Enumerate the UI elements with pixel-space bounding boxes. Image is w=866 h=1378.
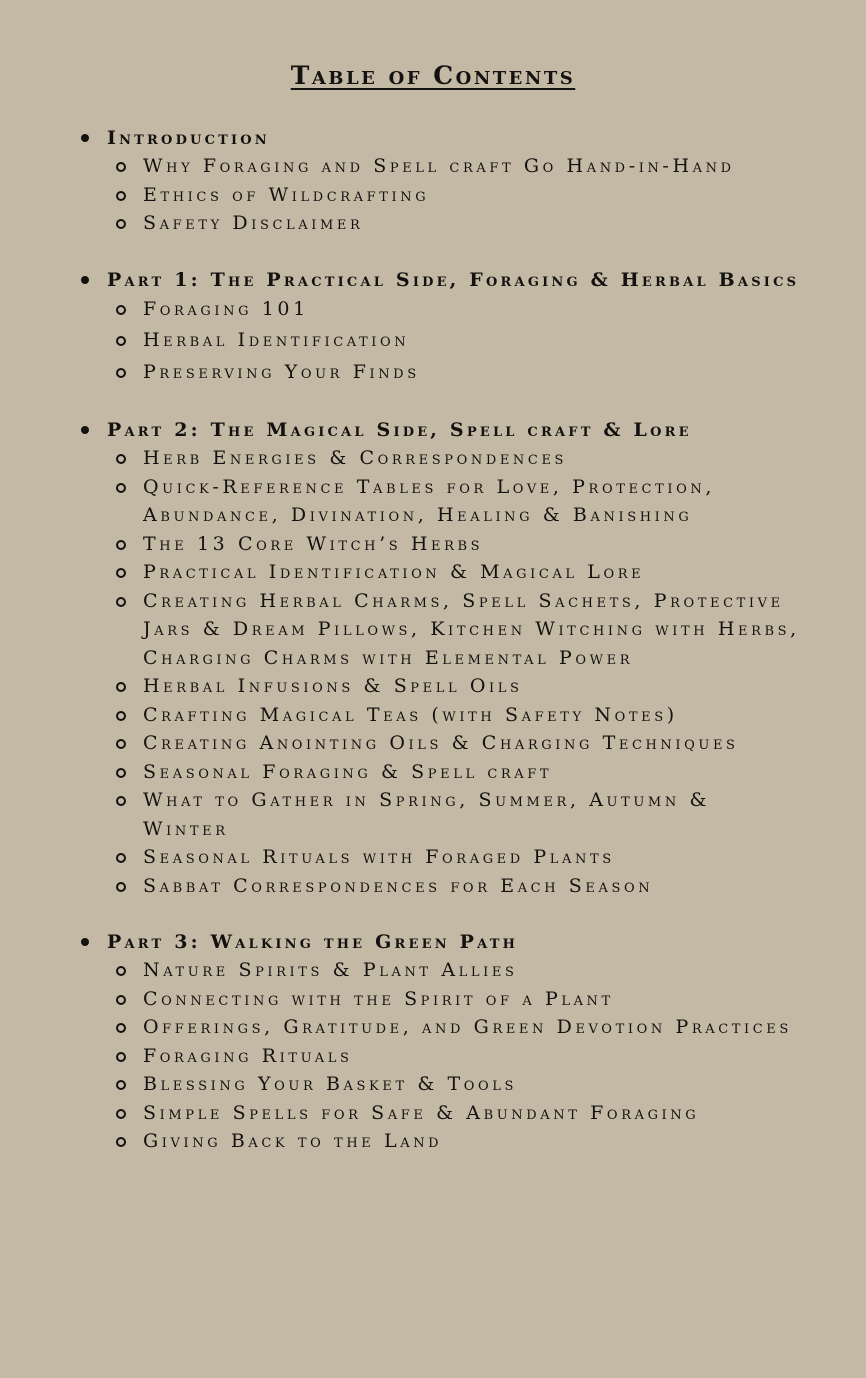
toc-item: Creating Herbal Charms, Spell Sachets, Protective Jars & Dream Pillows, Kitchen Witching with Herbs, Charging Charms with Elemental Power <box>107 587 800 673</box>
toc-item: Sabbat Correspondences for Each Season <box>107 872 800 901</box>
toc-item: Crafting Magical Teas (with Safety Notes) <box>107 701 800 730</box>
section-items <box>107 294 800 389</box>
toc-item: Offerings, Gratitude, and Green Devotion Practices <box>107 1013 800 1042</box>
toc-item: Foraging 101 <box>107 294 800 326</box>
section-items <box>107 152 800 238</box>
toc-item: Blessing Your Basket & Tools <box>107 1070 800 1099</box>
section-heading: Part 2: The Magical Side, Spell craft & Lore <box>107 419 692 441</box>
toc-section-part-2 <box>78 416 800 900</box>
toc-item: Herbal Infusions & Spell Oils <box>107 672 800 701</box>
toc-section-part-3 <box>78 928 800 1156</box>
section-heading: Part 3: Walking the Green Path <box>107 931 519 953</box>
toc-item: Quick-Reference Tables for Love, Protection, Abundance, Divination, Healing & Banishing <box>107 473 800 530</box>
toc-item: Practical Identification & Magical Lore <box>107 558 800 587</box>
section-heading: Introduction <box>107 127 270 149</box>
toc-section-introduction <box>78 124 800 238</box>
toc-item: Why Foraging and Spell craft Go Hand-in-Hand <box>107 152 800 181</box>
toc-item: Nature Spirits & Plant Allies <box>107 956 800 985</box>
toc-item: Connecting with the Spirit of a Plant <box>107 985 800 1014</box>
toc-item: Herbal Identification <box>107 325 800 357</box>
toc-item: Seasonal Rituals with Foraged Plants <box>107 843 800 872</box>
toc-item: Giving Back to the Land <box>107 1127 800 1156</box>
toc-section-part-1 <box>78 266 800 389</box>
section-heading: Part 1: The Practical Side, Foraging & Herbal Basics <box>107 268 800 291</box>
page-title: Table of Contents <box>290 61 576 90</box>
toc-item: Seasonal Foraging & Spell craft <box>107 758 800 787</box>
section-items <box>107 444 800 900</box>
toc-item: Foraging Rituals <box>107 1042 800 1071</box>
toc-item: Preserving Your Finds <box>107 357 800 389</box>
toc-item: Ethics of Wildcrafting <box>107 181 800 210</box>
toc-item: Simple Spells for Safe & Abundant Foraging <box>107 1099 800 1128</box>
toc-item: What to Gather in Spring, Summer, Autumn & Winter <box>107 786 800 843</box>
table-of-contents <box>78 124 800 1184</box>
toc-item: Creating Anointing Oils & Charging Techniques <box>107 729 800 758</box>
toc-item: Safety Disclaimer <box>107 209 800 238</box>
toc-item: Herb Energies & Correspondences <box>107 444 800 473</box>
section-items <box>107 956 800 1156</box>
toc-item: The 13 Core Witch’s Herbs <box>107 530 800 559</box>
